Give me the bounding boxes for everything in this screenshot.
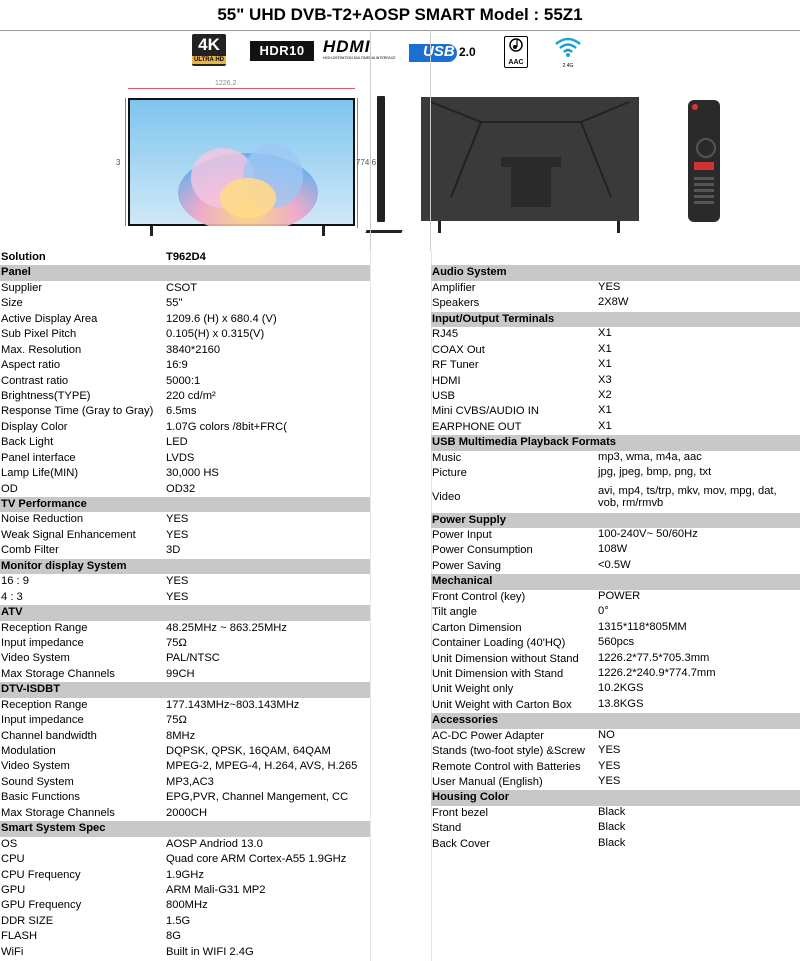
section-header xyxy=(0,497,370,512)
spec-row xyxy=(0,296,370,311)
spec-row xyxy=(0,651,370,666)
left-spec-table xyxy=(0,250,370,960)
right-spec-table xyxy=(431,250,800,852)
back-panel-icon xyxy=(421,97,639,221)
section-title: Power Supply xyxy=(432,513,506,526)
spec-value: X1 xyxy=(598,358,612,371)
spec-value: jpg, jpeg, bmp, png, txt xyxy=(598,466,712,479)
spec-label: Contrast ratio xyxy=(1,374,69,387)
spec-row xyxy=(431,358,800,373)
left-dimension-mark: 3 xyxy=(116,158,121,167)
spec-label: RJ45 xyxy=(432,328,459,341)
spec-row xyxy=(431,605,800,620)
spec-label: 16 : 9 xyxy=(1,575,29,588)
spec-value: AOSP Andriod 13.0 xyxy=(166,837,263,850)
spec-value: 8G xyxy=(166,930,181,943)
spec-row xyxy=(431,250,800,265)
width-dimension: 1226.2 xyxy=(215,80,237,87)
spec-value: ARM Mali-G31 MP2 xyxy=(166,883,266,896)
spec-row xyxy=(0,806,370,821)
spec-row xyxy=(431,590,800,605)
spec-row xyxy=(0,775,370,790)
section-title: Housing Color xyxy=(432,791,510,804)
spec-value: YES xyxy=(598,280,621,293)
spec-row xyxy=(0,698,370,713)
usb-label: USB xyxy=(423,43,455,60)
spec-value: OD32 xyxy=(166,482,196,495)
spec-value: T962D4 xyxy=(166,251,206,263)
spec-label: COAX Out xyxy=(432,343,485,356)
spec-label: Front Control (key) xyxy=(432,590,526,603)
spec-label: Amplifier xyxy=(432,281,476,294)
spec-label: Input impedance xyxy=(1,714,84,727)
spec-value: 16:9 xyxy=(166,359,188,372)
wifi-icon xyxy=(554,36,582,58)
spec-row xyxy=(0,543,370,558)
section-title: DTV-ISDBT xyxy=(1,683,61,696)
spec-label: Brightness(TYPE) xyxy=(1,389,91,402)
spec-value: 75Ω xyxy=(166,636,187,649)
spec-row xyxy=(431,698,800,713)
spec-label: Video System xyxy=(1,760,70,773)
section-title: TV Performance xyxy=(1,498,87,510)
section-title: Monitor display System xyxy=(1,559,127,572)
spec-row xyxy=(431,404,800,419)
music-note-icon xyxy=(505,37,527,53)
tv-front-image xyxy=(128,98,355,226)
section-title: ATV xyxy=(1,606,23,619)
spec-value: 100-240V~ 50/60Hz xyxy=(598,528,698,540)
spec-row xyxy=(431,559,800,574)
section-header xyxy=(431,513,800,528)
spec-value: 3D xyxy=(166,544,181,557)
spec-row xyxy=(0,590,370,605)
spec-row xyxy=(0,451,370,466)
spec-value: DQPSK, QPSK, 16QAM, 64QAM xyxy=(166,745,331,757)
spec-value: <0.5W xyxy=(598,558,631,571)
wifi-label: 2.4G xyxy=(562,63,574,69)
spec-value: NO xyxy=(598,728,615,741)
spec-label: CPU Frequency xyxy=(1,868,81,881)
spec-label: Max Storage Channels xyxy=(1,667,115,680)
spec-label: RF Tuner xyxy=(432,359,479,372)
spec-label: Lamp Life(MIN) xyxy=(1,467,79,480)
spec-value: 560pcs xyxy=(598,636,635,649)
usb-logo xyxy=(409,38,481,62)
spec-label: Remote Control with Batteries xyxy=(432,760,581,773)
spec-label: Back Light xyxy=(1,436,54,449)
spec-label: Noise Reduction xyxy=(1,513,84,526)
spec-row xyxy=(0,868,370,883)
spec-value: PAL/NTSC xyxy=(166,652,220,665)
spec-label: Channel bandwidth xyxy=(1,729,97,742)
section-header xyxy=(431,574,800,589)
spec-value: X1 xyxy=(598,342,612,355)
spec-value: X1 xyxy=(598,327,612,340)
spec-label: HDMI xyxy=(432,374,461,387)
spec-label: DDR SIZE xyxy=(1,914,54,927)
spec-value: 0° xyxy=(598,605,609,618)
spec-row xyxy=(0,713,370,728)
spec-label: Max. Resolution xyxy=(1,343,82,356)
spec-row xyxy=(0,574,370,589)
spec-label: Speakers xyxy=(432,297,480,310)
spec-label: Stands (two-foot style) &Screw xyxy=(432,745,585,758)
spec-value: 1.07G colors /8bit+FRC( xyxy=(166,420,287,433)
spec-row xyxy=(431,760,800,775)
spec-row xyxy=(431,420,800,435)
spec-value: X1 xyxy=(598,404,612,417)
spec-row xyxy=(431,837,800,852)
spec-value: 0.105(H) x 0.315(V) xyxy=(166,328,265,341)
spec-row xyxy=(0,389,370,404)
spec-label: Aspect ratio xyxy=(1,359,61,372)
spec-row xyxy=(431,374,800,389)
spec-row xyxy=(0,929,370,944)
spec-value: POWER xyxy=(598,589,641,602)
section-title: Input/Output Terminals xyxy=(432,312,555,325)
spec-row xyxy=(0,482,370,497)
hdr10-label: HDR10 xyxy=(259,43,305,58)
section-header xyxy=(431,435,800,450)
spec-row xyxy=(431,389,800,404)
spec-label: Response Time (Gray to Gray) xyxy=(1,405,154,418)
spec-label: Supplier xyxy=(1,281,43,294)
spec-label: Tilt angle xyxy=(432,606,477,619)
spec-value: 8MHz xyxy=(166,729,196,742)
spec-value: 1.9GHz xyxy=(166,868,204,881)
spec-value: EPG,PVR, Channel Mangement, CC xyxy=(166,791,349,804)
spec-label: Modulation xyxy=(1,745,56,757)
spec-row xyxy=(431,281,800,296)
spec-row xyxy=(431,682,800,697)
spec-label: Active Display Area xyxy=(1,312,98,325)
spec-label: Sub Pixel Pitch xyxy=(1,328,77,341)
spec-row xyxy=(0,358,370,373)
spec-value: 3840*2160 xyxy=(166,343,221,356)
spec-value: 48.25MHz ~ 863.25MHz xyxy=(166,621,287,634)
spec-row xyxy=(431,621,800,636)
spec-label: Unit Weight with Carton Box xyxy=(432,698,572,711)
spec-row xyxy=(431,343,800,358)
spec-value: 1226.2*77.5*705.3mm xyxy=(598,651,710,664)
spec-row xyxy=(0,914,370,929)
spec-row xyxy=(0,404,370,419)
wifi-logo xyxy=(554,36,582,68)
spec-row xyxy=(431,806,800,821)
section-title: Audio System xyxy=(432,266,507,279)
spec-label: Max Storage Channels xyxy=(1,806,115,819)
spec-label: Size xyxy=(1,297,23,310)
section-header xyxy=(431,713,800,728)
section-title: Mechanical xyxy=(432,575,493,588)
spec-row xyxy=(0,852,370,867)
spec-label: Power Input xyxy=(432,529,492,541)
spec-value: Built in WIFI 2.4G xyxy=(166,945,254,958)
spec-value: YES xyxy=(598,775,621,787)
spec-value: Black xyxy=(598,836,626,849)
spec-value: 108W xyxy=(598,543,628,556)
spec-value: avi, mp4, ts/trp, mkv, mov, mpg, dat, vob, rm/rmvb xyxy=(598,484,777,509)
spec-value: CSOT xyxy=(166,281,198,294)
spec-value: 177.143MHz~803.143MHz xyxy=(166,698,300,711)
tv-back-image xyxy=(421,97,639,221)
spec-row xyxy=(0,898,370,913)
spec-label: Unit Dimension without Stand xyxy=(432,652,579,665)
spec-label: Picture xyxy=(432,467,467,480)
spec-value: 55" xyxy=(166,297,183,310)
spec-value: 1226.2*240.9*774.7mm xyxy=(598,666,716,679)
hdr10-logo xyxy=(250,41,314,61)
spec-label: Stand xyxy=(432,822,462,835)
height-dimension: 774.6 xyxy=(356,158,377,167)
spec-label: AC-DC Power Adapter xyxy=(432,729,544,742)
spec-label: Sound System xyxy=(1,775,74,788)
spec-row xyxy=(0,945,370,960)
spec-value: YES xyxy=(166,513,189,526)
spec-row xyxy=(431,543,800,558)
spec-row xyxy=(0,729,370,744)
spec-label: Video System xyxy=(1,652,70,665)
column-separator xyxy=(370,250,432,961)
spec-row xyxy=(0,374,370,389)
spec-label: WiFi xyxy=(1,945,24,958)
spec-row xyxy=(431,821,800,836)
spec-row xyxy=(0,466,370,481)
spec-row xyxy=(0,621,370,636)
spec-row xyxy=(0,281,370,296)
spec-row xyxy=(0,312,370,327)
spec-label: Input impedance xyxy=(1,636,84,649)
spec-row xyxy=(431,327,800,342)
spec-value: 75Ω xyxy=(166,714,187,727)
spec-row xyxy=(0,528,370,543)
spec-label: CPU xyxy=(1,853,25,866)
spec-label: OD xyxy=(1,482,18,495)
hdmi-logo xyxy=(323,38,395,60)
spec-label: Display Color xyxy=(1,420,68,433)
spec-label: Unit Weight only xyxy=(432,683,514,696)
spec-row xyxy=(431,636,800,651)
spec-row xyxy=(431,451,800,466)
spec-row xyxy=(431,652,800,667)
spec-value: LVDS xyxy=(166,451,195,464)
spec-value: LED xyxy=(166,436,188,449)
spec-label: USB xyxy=(432,389,456,402)
spec-label: User Manual (English) xyxy=(432,776,543,788)
hdmi-label: HDMI xyxy=(323,37,371,56)
section-header xyxy=(431,265,800,280)
spec-value: MPEG-2, MPEG-4, H.264, AVS, H.265 xyxy=(166,760,358,773)
spec-value: YES xyxy=(166,590,189,603)
section-title: Smart System Spec xyxy=(1,822,106,835)
spec-row xyxy=(0,883,370,898)
product-photos xyxy=(0,80,800,250)
spec-row xyxy=(0,759,370,774)
spec-value: 2000CH xyxy=(166,806,208,819)
spec-row xyxy=(431,744,800,759)
spec-value: YES xyxy=(598,744,621,757)
page-title: 55" UHD DVB-T2+AOSP SMART Model : 55Z1 xyxy=(0,0,800,31)
spec-label: Panel interface xyxy=(1,451,76,464)
4k-logo xyxy=(192,34,226,66)
spec-label: Back Cover xyxy=(432,837,490,850)
spec-value: 220 cd/m² xyxy=(166,389,216,402)
flower-wallpaper-icon xyxy=(128,98,355,226)
spec-label: 4 : 3 xyxy=(1,590,23,603)
spec-row xyxy=(431,729,800,744)
spec-value: X1 xyxy=(598,419,612,432)
spec-value: 5000:1 xyxy=(166,374,201,387)
section-header xyxy=(0,605,370,620)
spec-value: 6.5ms xyxy=(166,405,197,418)
spec-label: Front bezel xyxy=(432,806,488,819)
spec-label: FLASH xyxy=(1,930,38,943)
section-title: USB Multimedia Playback Formats xyxy=(432,436,617,449)
spec-value: X2 xyxy=(598,388,612,401)
spec-row xyxy=(431,296,800,311)
spec-row xyxy=(0,837,370,852)
spec-row xyxy=(0,435,370,450)
spec-row xyxy=(0,420,370,435)
spec-row xyxy=(0,744,370,759)
spec-label: Power Saving xyxy=(432,559,502,572)
section-header xyxy=(431,790,800,805)
4k-label: 4K xyxy=(198,35,220,54)
spec-label: Music xyxy=(432,451,462,464)
spec-label: GPU Frequency xyxy=(1,899,82,912)
section-header xyxy=(0,265,370,280)
spec-row xyxy=(431,667,800,682)
section-header xyxy=(0,559,370,574)
spec-label: EARPHONE OUT xyxy=(432,420,522,433)
spec-row xyxy=(431,528,800,543)
spec-label: Video xyxy=(432,490,461,503)
hdmi-sub-label: HIGH-DEFINITION MULTIMEDIA INTERFACE xyxy=(323,56,396,60)
spec-row xyxy=(0,512,370,527)
tv-side-image xyxy=(377,96,385,222)
spec-label: Basic Functions xyxy=(1,791,80,804)
aac-logo xyxy=(504,36,528,68)
section-title: Panel xyxy=(1,266,31,279)
spec-row xyxy=(431,482,800,513)
spec-label: Comb Filter xyxy=(1,544,59,557)
spec-value: YES xyxy=(598,759,621,772)
spec-value: 2X8W xyxy=(598,296,629,309)
spec-value: Black xyxy=(598,821,626,834)
spec-label: Solution xyxy=(1,251,46,263)
aac-label: AAC xyxy=(508,59,524,66)
spec-value: 30,000 HS xyxy=(166,467,219,480)
feature-logos xyxy=(0,34,800,70)
spec-value: YES xyxy=(166,528,189,541)
spec-row xyxy=(0,667,370,682)
spec-row xyxy=(0,250,370,265)
spec-label: Mini CVBS/AUDIO IN xyxy=(432,405,539,418)
spec-row xyxy=(0,636,370,651)
spec-value: 800MHz xyxy=(166,899,208,912)
remote-control-image xyxy=(688,100,720,222)
spec-value: YES xyxy=(166,575,189,588)
spec-value: X3 xyxy=(598,373,612,386)
spec-row xyxy=(0,327,370,342)
section-header xyxy=(0,821,370,836)
spec-label: Reception Range xyxy=(1,698,88,711)
spec-row xyxy=(431,466,800,481)
usb-version: 2.0 xyxy=(459,45,476,59)
spec-label: Reception Range xyxy=(1,621,88,634)
spec-value: Quad core ARM Cortex-A55 1.9GHz xyxy=(166,853,347,866)
spec-label: Weak Signal Enhancement xyxy=(1,528,136,541)
section-header xyxy=(431,312,800,327)
spec-value: MP3,AC3 xyxy=(166,775,214,788)
spec-label: OS xyxy=(1,837,18,850)
spec-value: 99CH xyxy=(166,667,195,680)
spec-value: Black xyxy=(598,805,626,818)
spec-label: Power Consumption xyxy=(432,544,533,557)
4k-sub-label: ULTRA HD xyxy=(194,57,224,63)
spec-value: 10.2KGS xyxy=(598,682,644,695)
spec-row xyxy=(0,790,370,805)
section-title: Accessories xyxy=(432,714,498,727)
spec-label: Container Loading (40'HQ) xyxy=(432,637,566,650)
section-header xyxy=(0,682,370,697)
spec-row xyxy=(431,775,800,790)
spec-value: 1315*118*805MM xyxy=(598,620,687,633)
spec-label: GPU xyxy=(1,883,26,896)
spec-row xyxy=(0,343,370,358)
spec-label: Unit Dimension with Stand xyxy=(432,667,564,680)
spec-value: 13.8KGS xyxy=(598,697,644,710)
spec-value: 1.5G xyxy=(166,914,191,927)
spec-label: Carton Dimension xyxy=(432,621,522,634)
spec-value: mp3, wma, m4a, aac xyxy=(598,450,702,463)
spec-value: 1209.6 (H) x 680.4 (V) xyxy=(166,312,277,325)
